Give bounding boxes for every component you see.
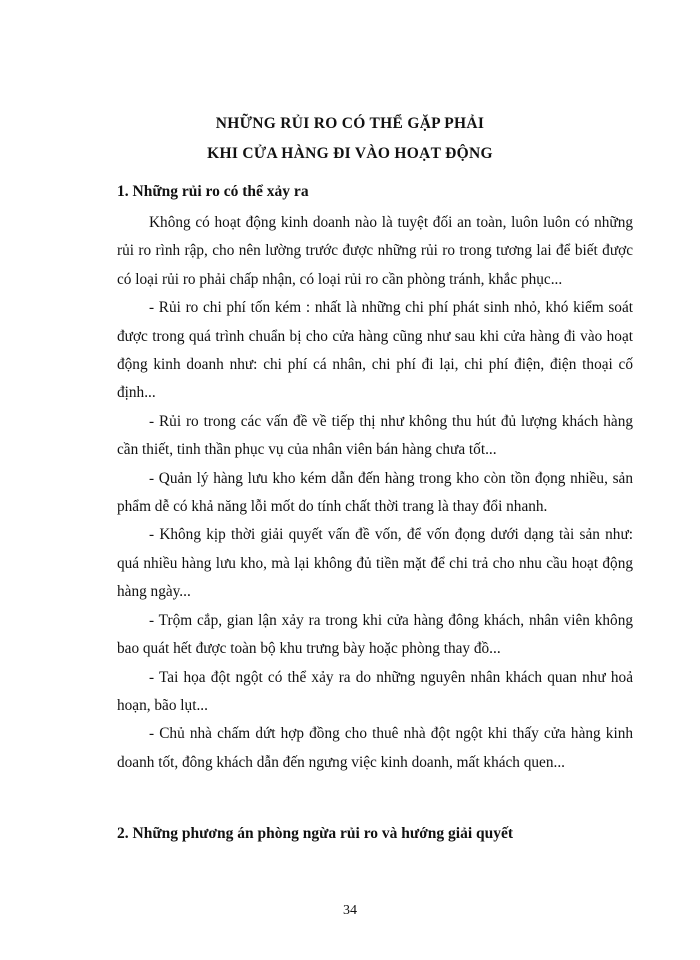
document-title-line-1: NHỮNG RỦI RO CÓ THỂ GẶP PHẢI — [215, 115, 485, 132]
paragraph: - Rủi ro chi phí tốn kém : nhất là những chi phí phát sinh nhỏ, khó kiểm soát được trong quá trình chuẩn bị cho cửa hàng cũng như sau khi cửa hàng đi vào hoạt động kinh doanh như: chi phí cá nhân, chi phí đi lại, chi phí điện, điện thoại cố định... — [117, 299, 633, 402]
page-number: 34 — [343, 903, 357, 918]
paragraph: - Chủ nhà chấm dứt hợp đồng cho thuê nhà đột ngột khi thấy cửa hàng kinh doanh tốt, đông khách dẫn đến ngưng việc kinh doanh, mất khách quen... — [117, 725, 633, 771]
section-1-body — [117, 209, 633, 777]
section-1-heading: 1. Những rủi ro có thể xảy ra — [117, 183, 309, 200]
paragraph: - Tai họa đột ngột có thể xảy ra do những nguyên nhân khách quan như hoả hoạn, bão lụt... — [117, 668, 633, 714]
paragraph: - Không kịp thời giải quyết vấn đề vốn, để vốn đọng dưới dạng tài sản như: quá nhiều hàng lưu kho, mà lại không đủ tiền mặt để chi trả cho nhu cầu hoạt động hàng ngày... — [117, 526, 633, 601]
paragraph: - Rủi ro trong các vấn đề về tiếp thị như không thu hút đủ lượng khách hàng cần thiết, tinh thần phục vụ của nhân viên bán hàng chưa tốt... — [117, 412, 633, 459]
document-title-line-2: KHI CỬA HÀNG ĐI VÀO HOẠT ĐỘNG — [207, 145, 493, 162]
paragraph: - Trộm cắp, gian lận xảy ra trong khi cửa hàng đông khách, nhân viên không bao quát hết được toàn bộ khu trưng bày hoặc phòng thay đồ... — [117, 611, 633, 658]
paragraph: Không có hoạt động kinh doanh nào là tuyệt đối an toàn, luôn luôn có những rủi ro rình rập, cho nên lường trước được những rủi ro trong tương lai để biết được có loại rủi ro phải chấp nhận, có loại rủi ro cần phòng tránh, khắc phục... — [117, 214, 633, 288]
section-2-heading: 2. Những phương án phòng ngừa rủi ro và hướng giải quyết — [117, 825, 514, 842]
paragraph: - Quản lý hàng lưu kho kém dẫn đến hàng trong kho còn tồn đọng nhiều, sản phẩm dễ có khả năng lỗi mốt do tính chất thời trang là thay đổi nhanh. — [117, 469, 633, 516]
